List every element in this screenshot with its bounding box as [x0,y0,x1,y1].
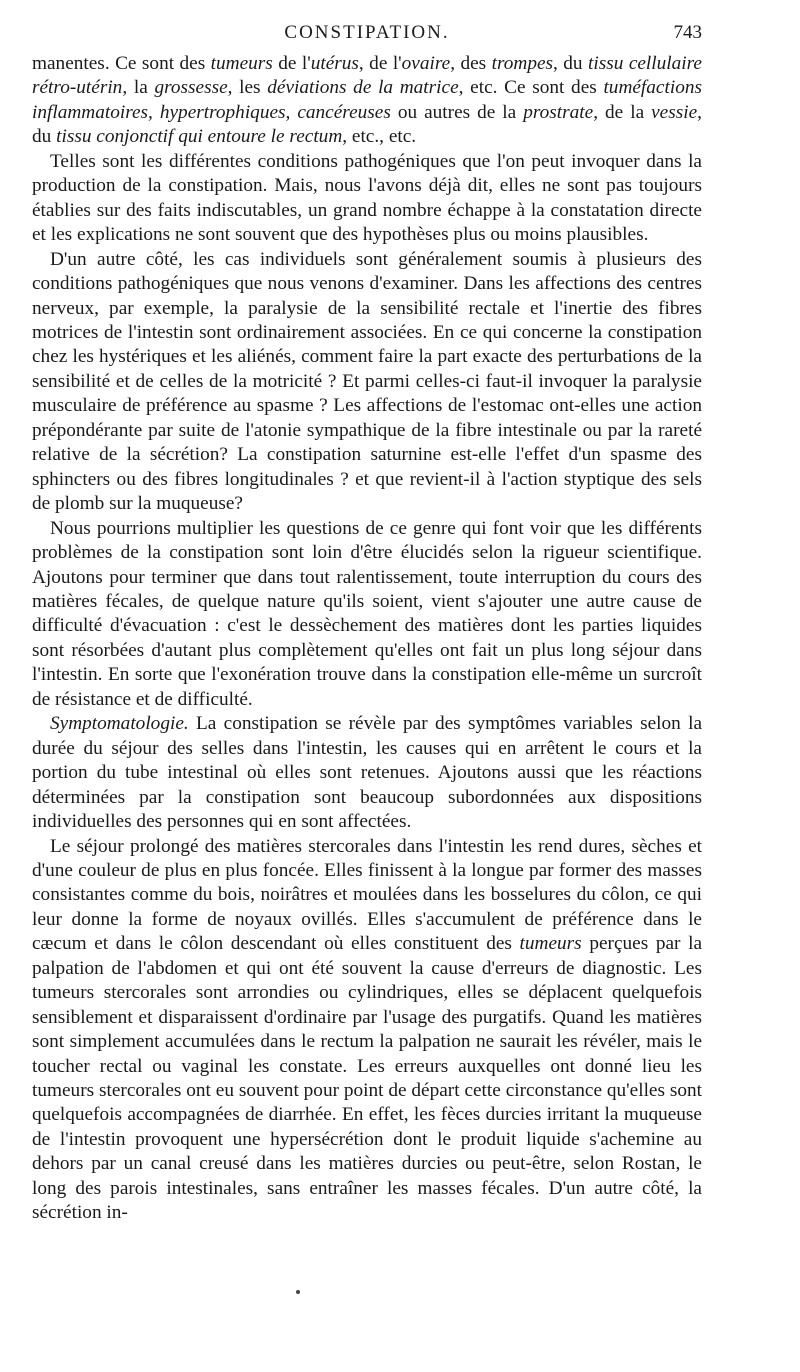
text-run: , du [553,53,589,74]
paragraph-p2 [32,150,702,248]
italic-phrase: tumeurs [210,53,273,74]
italic-phrase: déviations de la matrice [267,77,459,99]
scan-speck [296,1290,300,1294]
italic-phrase: utérus [310,53,359,74]
text-run: D'un autre côté, les cas individuels sont généralement soumis à plusieurs des conditions pathogéniques que nous venons d'examiner. Dans les affections des centres nerveux, par exemple, la paralysie de la sensibilité rectale et l'inertie des fibres motrices de l'intestin sont ordinairement associées. En ce qui concerne la constipation chez les hystériques et les aliénés, comment faire la part exacte des perturbations de la sensibilité et de celles de la motricité ? Et parmi celles-ci faut-il invoquer la paralysie musculaire de préférence au spasme ? Les affections de l'estomac ont-elles une action prépondérante par suite de l'atonie sympathique de la fibre intestinale ou par la rareté relative de la sécrétion? La constipation saturnine est-elle l'effet d'un spasme des sphincters ou des fibres longitudinales ? et que revient-il à l'action styptique des sels de plomb sur la muqueuse? [32,248,702,515]
text-run: , etc. Ce sont des [458,77,604,99]
text-run: manentes. Ce sont des [32,53,211,74]
body-text [32,52,702,1226]
text-run: La constipation se révèle par des symptômes variables selon la durée du séjour des selles dans l'intestin, les causes qui en arrêtent le cours et la portion du tube intestinal où elles sont retenues. Ajoutons aussi que les réactions déterminées par la constipation sont beaucoup subordonnées aux dispositions individuelles des personnes qui en sont affectées. [32,713,702,833]
text-run: ou autres de la [390,101,524,123]
paragraph-p5 [32,712,702,834]
italic-phrase: tuméfactions inflammatoires, hypertrophiques, cancéreuses [32,77,702,123]
italic-phrase: tissu conjonctif qui entoure le rectum [56,126,343,148]
text-run: Telles sont les différentes conditions pathogéniques que l'on peut invoquer dans la production de la constipation. Mais, nous l'avons déjà dit, elles ne sont pas toujours établies sur des faits indiscutables, un grand nombre échappe à la constatation directe et les explications ne sont souvent que des hypothèses plus ou moins plausibles. [32,150,702,246]
text-run: , de la [593,101,652,123]
text-run: , les [227,77,268,99]
text-run: , la [122,77,155,99]
page-number: 743 [673,22,702,43]
italic-phrase: trompes [491,53,554,74]
paragraph-p4 [32,517,702,713]
italic-phrase: Symptomatologie. [50,713,189,735]
italic-phrase: ovaire [401,53,451,74]
italic-phrase: prostrate [523,101,594,123]
italic-phrase: grossesse [154,77,228,99]
italic-phrase: tissu cellulaire rétro-utérin [32,53,702,99]
italic-phrase: tumeurs [519,933,582,955]
text-run: de l' [272,53,311,74]
text-run: Le séjour prolongé des matières stercorales dans l'intestin les rend dures, sèches et d'une couleur de plus en plus foncée. Elles finissent à la longue par former des masses consistantes comme du bois, noirâtres et moulées dans les bosselures du côlon, ce qui leur donne la forme de noyaux ovillés. Elles s'accumulent de préférence dans le cæcum et dans le côlon descendant où elles constituent des [32,835,702,955]
paragraph-p3 [32,248,702,517]
text-run: Nous pourrions multiplier les questions de ce genre qui font voir que les différents problèmes de la constipation sont loin d'être élucidés selon la rigueur scientifique. Ajoutons pour terminer que dans tout ralentissement, toute interruption du cours des matières fécales, de quelque nature qu'ils soient, vient s'ajouter une autre cause de difficulté d'évacuation : c'est le dessèchement des matières dont les parties liquides sont résorbées d'autant plus complètement qu'elles ont fait un plus long séjour dans l'intestin. En sorte que l'exonération trouve dans la constipation elle-même un surcroît de résistance et de difficulté. [32,517,702,710]
paragraph-p1 [32,52,702,150]
page-header [32,22,702,48]
paragraph-p6 [32,835,702,1226]
text-run: perçues par la palpation de l'abdomen et qui ont été souvent la cause d'erreurs de diagnostic. Les tumeurs stercorales sont arrondies ou cylindriques, elles se déplacent quelquefois sensiblement et disparaissent d'ordinaire par l'usage des purgatifs. Quand les matières sont simplement accumulées dans le rectum la palpation ne saurait les révéler, mais le toucher rectal ou vaginal les constate. Les erreurs auxquelles ont donné lieu les tumeurs stercorales ont eu souvent pour point de départ cette circonstance qu'elles sont quelquefois accompagnées de diarrhée. En effet, les fèces durcies irritant la muqueuse de l'intestin provoquent une hypersécrétion dont le produit liquide s'achemine au dehors par un canal creusé dans les matières durcies ou peut-être, selon Rostan, le long des parois intestinales, sans entraîner les masses fécales. D'un autre côté, la sécrétion in- [32,933,702,1224]
text-run: , etc., etc. [342,126,417,148]
text-run: , des [450,53,492,74]
italic-phrase: vessie [651,101,698,123]
text-run: , de l' [358,53,402,74]
running-title: CONSTIPATION. [284,22,450,43]
text-run: , du [32,101,702,148]
